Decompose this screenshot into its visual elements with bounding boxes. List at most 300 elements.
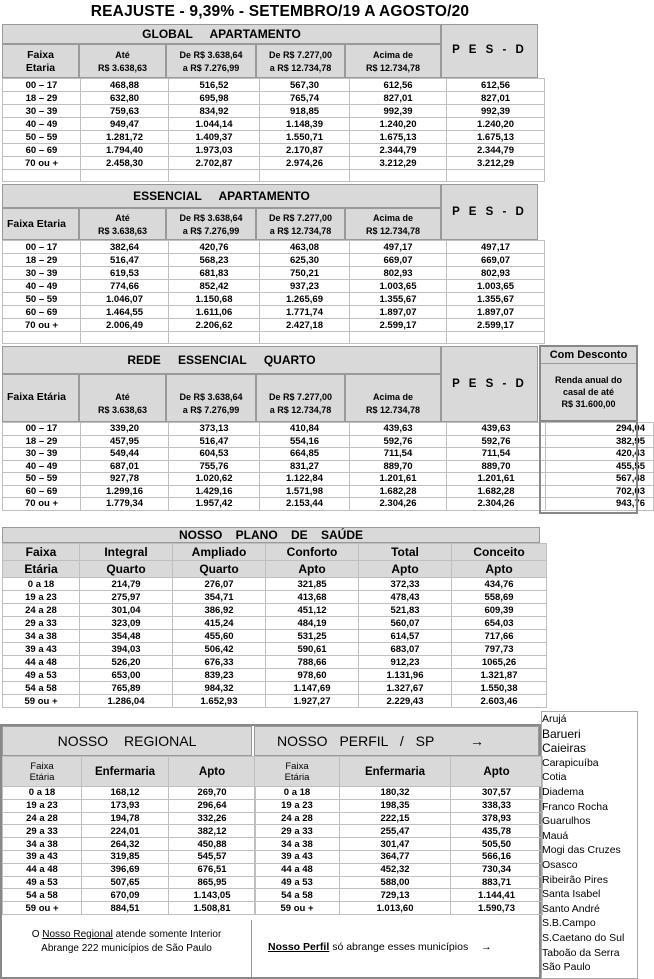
table-cell: 889,70 — [350, 460, 447, 473]
table-cell: 676,51 — [169, 863, 256, 876]
table-cell: 1.143,05 — [169, 889, 256, 902]
table-cell: 1.897,07 — [447, 306, 545, 319]
table-cell: 1.044,14 — [169, 118, 260, 131]
table-cell: 2.974,26 — [260, 157, 350, 170]
table-cell: 1.003,65 — [447, 280, 545, 293]
table-row — [255, 876, 543, 889]
table-cell: 415,24 — [173, 617, 266, 630]
table-cell: 683,07 — [359, 643, 452, 656]
header-cell — [255, 757, 340, 787]
municipio-item: Taboão da Serra — [542, 946, 620, 959]
table-row — [3, 902, 256, 915]
table-cell: 670,09 — [82, 889, 169, 902]
table-cell: 1.675,13 — [447, 131, 545, 144]
table-cell: 1.240,20 — [447, 118, 545, 131]
table-cell: 827,01 — [447, 92, 545, 105]
table-cell — [260, 332, 350, 344]
municipio-item: S.B.Campo — [542, 917, 596, 930]
table-cell: 653,00 — [80, 669, 173, 682]
municipio-item: Arujá — [542, 713, 567, 725]
table-cell: 788,66 — [266, 656, 359, 669]
table-cell: 0 a 18 — [3, 787, 82, 800]
table-cell: 434,76 — [452, 578, 547, 591]
table-cell: 654,03 — [452, 617, 547, 630]
table-cell: 224,01 — [82, 825, 169, 838]
table-cell: 44 a 48 — [3, 863, 82, 876]
table-cell: 1.131,96 — [359, 669, 452, 682]
table-row — [3, 850, 256, 863]
table-cell: 307,57 — [451, 787, 543, 800]
table-cell: 1.973,03 — [169, 144, 260, 157]
municipio-item: Mauá — [542, 829, 569, 842]
table-cell: 1.147,69 — [266, 682, 359, 695]
global-range-2 — [166, 44, 256, 78]
rede-pes-header: P E S - D — [441, 346, 538, 422]
header-row — [3, 757, 256, 787]
table-cell: 2.206,62 — [169, 319, 260, 332]
table-cell: 2.458,30 — [81, 157, 169, 170]
global-table — [2, 78, 545, 182]
table-cell — [3, 170, 81, 182]
table-cell: Quarto — [80, 561, 173, 578]
perfil-table — [254, 756, 543, 915]
arrow-right-icon: → — [469, 733, 484, 749]
table-cell: 2.344,79 — [447, 144, 545, 157]
header-cell-line: Apto — [483, 765, 510, 778]
table-cell: 567,30 — [260, 79, 350, 92]
table-cell: 1.355,67 — [447, 293, 545, 306]
table-cell: 531,25 — [266, 630, 359, 643]
table-cell: 588,00 — [340, 876, 451, 889]
table-cell: 497,17 — [447, 241, 545, 254]
table-row — [3, 863, 256, 876]
header-row — [255, 757, 543, 787]
table-cell: 386,92 — [173, 604, 266, 617]
table-row — [255, 812, 543, 825]
table-cell: 00 – 17 — [3, 241, 81, 254]
table-cell: 1.281,72 — [81, 131, 169, 144]
table-cell: 2.599,17 — [447, 319, 545, 332]
table-cell: 435,78 — [451, 825, 543, 838]
range-value: R$ 3.638,63 — [97, 226, 148, 236]
table-row — [255, 787, 543, 800]
table-cell: 2.427,18 — [260, 319, 350, 332]
table-cell: 39 a 43 — [3, 643, 80, 656]
table-row — [3, 319, 545, 332]
regional-table — [2, 756, 256, 915]
table-cell: 59 ou + — [3, 695, 80, 708]
table-cell: 338,33 — [451, 799, 543, 812]
table-row — [3, 643, 547, 656]
global-range-4 — [345, 44, 441, 78]
table-row — [3, 630, 547, 643]
header-cell-line: Faixa — [285, 760, 309, 772]
table-cell: 2.153,44 — [260, 498, 350, 511]
desconto-frame — [539, 422, 638, 514]
table-cell: 1.299,16 — [81, 485, 169, 498]
table-cell: 1.321,87 — [452, 669, 547, 682]
municipio-item: Caieiras — [542, 741, 587, 756]
table-cell: 568,23 — [169, 254, 260, 267]
municipio-item: Cotia — [542, 771, 567, 784]
note-pre: O — [31, 929, 43, 940]
etaria-label: Etaria — [25, 62, 56, 74]
table-cell: Ampliado — [173, 544, 266, 561]
table-cell: 711,54 — [350, 448, 447, 461]
table-cell: 765,89 — [80, 682, 173, 695]
table-cell: 34 a 38 — [255, 838, 340, 851]
table-cell: 2.603,46 — [452, 695, 547, 708]
table-cell: 24 a 28 — [255, 812, 340, 825]
table-cell: 24 a 28 — [3, 812, 82, 825]
range-label: Até — [115, 50, 130, 60]
page-title: REAJUSTE - 9,39% - SETEMBRO/19 A AGOSTO/20 — [90, 3, 470, 20]
table-cell: 1.046,07 — [81, 293, 169, 306]
table-cell: 1.794,40 — [81, 144, 169, 157]
table-cell: 2.229,43 — [359, 695, 452, 708]
range-label: Acima de — [372, 50, 414, 60]
table-cell: 681,83 — [169, 267, 260, 280]
table-row — [3, 118, 545, 131]
desconto-sub1: Renda anual do — [554, 375, 622, 385]
arrow-right-icon: → — [481, 941, 492, 953]
table-cell — [350, 332, 447, 344]
desconto-sub3: R$ 31.600,00 — [561, 399, 616, 409]
municipio-item: Franco Rocha — [542, 800, 608, 813]
table-cell: 70 ou + — [3, 319, 81, 332]
table-cell: 214,79 — [80, 578, 173, 591]
table-row — [255, 838, 543, 851]
table-cell: 49 a 53 — [3, 669, 80, 682]
table-cell: 1.150,68 — [169, 293, 260, 306]
table-cell: 59 ou + — [3, 902, 82, 915]
municipio-item: Barueri — [542, 726, 581, 741]
table-cell: 1.771,74 — [260, 306, 350, 319]
table-cell: 992,39 — [350, 105, 447, 118]
table-row — [3, 812, 256, 825]
table-cell: 1.682,28 — [447, 485, 546, 498]
table-cell: 463,08 — [260, 241, 350, 254]
global-range-3 — [256, 44, 345, 78]
table-cell: 1.675,13 — [350, 131, 447, 144]
table-cell: 545,57 — [169, 850, 256, 863]
table-row — [3, 241, 545, 254]
range-value: R$ 12.734,78 — [365, 63, 421, 73]
table-cell: 1.240,20 — [350, 118, 447, 131]
table-cell: 455,55 — [546, 460, 654, 473]
table-row — [3, 157, 545, 170]
range-value: R$ 3.638,63 — [97, 63, 148, 73]
table-row — [3, 838, 256, 851]
table-cell: 44 a 48 — [255, 863, 340, 876]
table-cell: 18 – 29 — [3, 254, 81, 267]
table-cell: 865,95 — [169, 876, 256, 889]
table-cell: 1.779,34 — [81, 498, 169, 511]
table-cell: 372,33 — [359, 578, 452, 591]
table-cell: 382,95 — [546, 435, 654, 448]
table-cell: 2.006,49 — [81, 319, 169, 332]
table-cell — [169, 170, 260, 182]
table-cell — [447, 332, 545, 344]
global-faixa-header — [2, 44, 79, 78]
perfil-title-text: NOSSO PERFIL / SP — [277, 733, 435, 749]
table-cell: 39 a 43 — [255, 850, 340, 863]
table-cell: 755,76 — [169, 460, 260, 473]
table-cell: Integral — [80, 544, 173, 561]
table-cell: 702,03 — [546, 485, 654, 498]
table-cell: 450,88 — [169, 838, 256, 851]
table-cell — [81, 170, 169, 182]
regional-note-line1 — [2, 928, 251, 942]
table-row — [3, 682, 547, 695]
table-cell: 321,85 — [266, 578, 359, 591]
table-cell: 937,23 — [260, 280, 350, 293]
table-cell: 339,20 — [81, 423, 169, 436]
table-cell: 560,07 — [359, 617, 452, 630]
table-cell: Conceito — [452, 544, 547, 561]
header-cell — [3, 757, 82, 787]
table-cell: 194,78 — [82, 812, 169, 825]
table-cell: 839,23 — [173, 669, 266, 682]
table-cell: 1.590,73 — [451, 902, 543, 915]
table-cell: 612,56 — [447, 79, 545, 92]
table-cell: 1.652,93 — [173, 695, 266, 708]
table-cell: 1.550,71 — [260, 131, 350, 144]
table-cell: 730,34 — [451, 863, 543, 876]
table-cell: 984,32 — [173, 682, 266, 695]
header-cell-line: Apto — [198, 765, 226, 778]
table-row — [3, 591, 547, 604]
table-cell: 852,42 — [169, 280, 260, 293]
table-cell: 294,04 — [546, 423, 654, 436]
table-row — [3, 578, 547, 591]
table-cell: 70 ou + — [3, 498, 81, 511]
table-cell: 1.464,55 — [81, 306, 169, 319]
table-cell: 1.265,69 — [260, 293, 350, 306]
table-cell: 669,07 — [350, 254, 447, 267]
table-cell: 1.144,41 — [451, 889, 543, 902]
range-value: a R$ 12.734,78 — [269, 63, 332, 73]
table-cell: 750,21 — [260, 267, 350, 280]
table-row — [3, 267, 545, 280]
table-cell: 1.409,37 — [169, 131, 260, 144]
table-cell: 592,76 — [447, 435, 546, 448]
table-cell: 420,43 — [546, 448, 654, 461]
table-cell: 29 a 33 — [3, 825, 82, 838]
table-cell: 1.927,27 — [266, 695, 359, 708]
municipio-item: Mogi das Cruzes — [542, 844, 621, 857]
table-cell: 59 ou + — [255, 902, 340, 915]
table-cell: 889,70 — [447, 460, 546, 473]
table-cell: 2.344,79 — [350, 144, 447, 157]
table-cell — [447, 170, 545, 182]
rede-title: REDE ESSENCIAL QUARTO — [2, 346, 441, 374]
table-cell: 918,85 — [260, 105, 350, 118]
table-cell: 0 a 18 — [3, 578, 80, 591]
table-cell: 676,33 — [173, 656, 266, 669]
header-cell-line: Etária — [284, 771, 310, 783]
range-value: R$ 12.734,78 — [365, 226, 421, 236]
municipio-item: Osasco — [542, 858, 578, 871]
range-value: a R$ 7.276,99 — [182, 226, 240, 236]
header-cell-line: Faixa — [30, 760, 54, 772]
table-row — [3, 889, 256, 902]
perfil-link[interactable]: Nosso Perfil — [268, 941, 330, 953]
table-cell: 1.957,42 — [169, 498, 260, 511]
essencial-table — [2, 240, 545, 344]
range-value: R$ 3.638,63 — [97, 405, 148, 415]
table-cell: 1.550,38 — [452, 682, 547, 695]
table-cell: 1.148,39 — [260, 118, 350, 131]
table-cell: 759,63 — [81, 105, 169, 118]
table-cell: 60 – 69 — [3, 306, 81, 319]
table-cell: 558,69 — [452, 591, 547, 604]
rede-faixa-header: Faixa Etária — [2, 374, 79, 422]
table-cell: Total — [359, 544, 452, 561]
table-cell: 394,03 — [80, 643, 173, 656]
table-spacer-row — [3, 332, 545, 344]
table-cell — [169, 332, 260, 344]
table-row — [3, 656, 547, 669]
table-cell: 30 – 39 — [3, 267, 81, 280]
table-cell: 1.013,60 — [340, 902, 451, 915]
table-cell: 49 a 53 — [255, 876, 340, 889]
rede-range-4 — [345, 374, 441, 422]
essencial-title: ESSENCIAL APARTAMENTO — [2, 184, 441, 208]
table-cell: 19 a 23 — [255, 799, 340, 812]
regional-note — [2, 920, 252, 977]
range-label: De R$ 3.638,64 — [179, 213, 243, 223]
nosso-plano-table — [2, 543, 547, 708]
faixa-label: Faixa — [27, 49, 54, 61]
essencial-faixa-header: Faixa Etaria — [2, 208, 79, 240]
table-row — [3, 79, 545, 92]
table-row — [3, 105, 545, 118]
table-cell: 505,50 — [451, 838, 543, 851]
table-cell: 619,53 — [81, 267, 169, 280]
range-label: Acima de — [372, 213, 414, 223]
range-value: R$ 12.734,78 — [365, 405, 421, 415]
table-cell: 2.304,26 — [350, 498, 447, 511]
table-cell: 516,52 — [169, 79, 260, 92]
table-cell: Faixa — [3, 544, 80, 561]
table-cell: 1.508,81 — [169, 902, 256, 915]
header-cell-line: Enfermaria — [364, 765, 426, 778]
table-row — [3, 695, 547, 708]
regional-title: NOSSO REGIONAL — [2, 726, 252, 756]
table-cell: 2.304,26 — [447, 498, 546, 511]
table-cell: 604,53 — [169, 448, 260, 461]
rede-range-2 — [166, 374, 256, 422]
table-cell: 802,93 — [350, 267, 447, 280]
table-cell: 669,07 — [447, 254, 545, 267]
table-cell: Apto — [359, 561, 452, 578]
municipio-item: Santo André — [542, 902, 600, 915]
table-cell: 590,61 — [266, 643, 359, 656]
table-cell: 18 – 29 — [3, 435, 81, 448]
municipio-item: Guarulhos — [542, 815, 591, 828]
table-cell: 695,98 — [169, 92, 260, 105]
table-cell: 54 a 58 — [3, 682, 80, 695]
table-cell: 29 a 33 — [3, 617, 80, 630]
table-cell: 2.702,87 — [169, 157, 260, 170]
table-cell: 554,16 — [260, 435, 350, 448]
table-cell: 632,80 — [81, 92, 169, 105]
table-cell: Etária — [3, 561, 80, 578]
table-row — [255, 863, 543, 876]
note-post: atende somente Interior — [112, 929, 222, 940]
table-cell: 927,78 — [81, 473, 169, 486]
table-row — [255, 889, 543, 902]
table-cell: 168,12 — [82, 787, 169, 800]
table-cell: 382,12 — [169, 825, 256, 838]
table-cell: 687,01 — [81, 460, 169, 473]
header-cell — [169, 757, 256, 787]
header-cell — [340, 757, 451, 787]
table-row — [3, 876, 256, 889]
table-cell: 484,19 — [266, 617, 359, 630]
table-row — [3, 787, 256, 800]
perfil-note-text: só abrange esses municípios — [329, 941, 469, 953]
municipio-item: Santa Isabel — [542, 888, 601, 901]
header-cell-line: Etária — [29, 771, 55, 783]
table-cell: 516,47 — [169, 435, 260, 448]
desconto-title: Com Desconto — [541, 347, 636, 364]
table-cell: 29 a 33 — [255, 825, 340, 838]
table-cell: 912,23 — [359, 656, 452, 669]
table-cell — [3, 332, 81, 344]
table-cell: 3.212,29 — [447, 157, 545, 170]
table-cell: 614,57 — [359, 630, 452, 643]
range-label: De R$ 3.638,64 — [179, 392, 243, 402]
perfil-note — [254, 920, 539, 977]
table-cell: 827,01 — [350, 92, 447, 105]
table-cell: 420,76 — [169, 241, 260, 254]
header-cell — [451, 757, 543, 787]
table-row — [255, 825, 543, 838]
table-cell: 319,85 — [82, 850, 169, 863]
header-cell — [82, 757, 169, 787]
table-cell: 567,48 — [546, 473, 654, 486]
table-cell: 711,54 — [447, 448, 546, 461]
table-cell: 1.611,06 — [169, 306, 260, 319]
table-cell: 549,44 — [81, 448, 169, 461]
municipio-item: Carapicuíba — [542, 756, 599, 769]
table-cell: 1.682,28 — [350, 485, 447, 498]
table-cell: 396,69 — [82, 863, 169, 876]
table-cell: 276,07 — [173, 578, 266, 591]
table-cell: 301,47 — [340, 838, 451, 851]
table-cell: 60 – 69 — [3, 144, 81, 157]
table-cell — [81, 332, 169, 344]
table-cell: 1.020,62 — [169, 473, 260, 486]
table-cell: 765,74 — [260, 92, 350, 105]
table-row — [3, 293, 545, 306]
global-range-1 — [79, 44, 166, 78]
table-cell: 44 a 48 — [3, 656, 80, 669]
table-cell: 1.122,84 — [260, 473, 350, 486]
table-cell: 774,66 — [81, 280, 169, 293]
regional-note-line2: Abrange 222 municípios de São Paulo — [41, 943, 212, 954]
table-cell: 264,32 — [82, 838, 169, 851]
table-cell: 1.003,65 — [350, 280, 447, 293]
regional-link[interactable]: Nosso Regional — [42, 929, 113, 940]
table-cell: Quarto — [173, 561, 266, 578]
desconto-sub2: casal de até — [562, 387, 615, 397]
table-cell: 34 a 38 — [3, 838, 82, 851]
header-row — [3, 544, 547, 561]
table-cell: 664,85 — [260, 448, 350, 461]
